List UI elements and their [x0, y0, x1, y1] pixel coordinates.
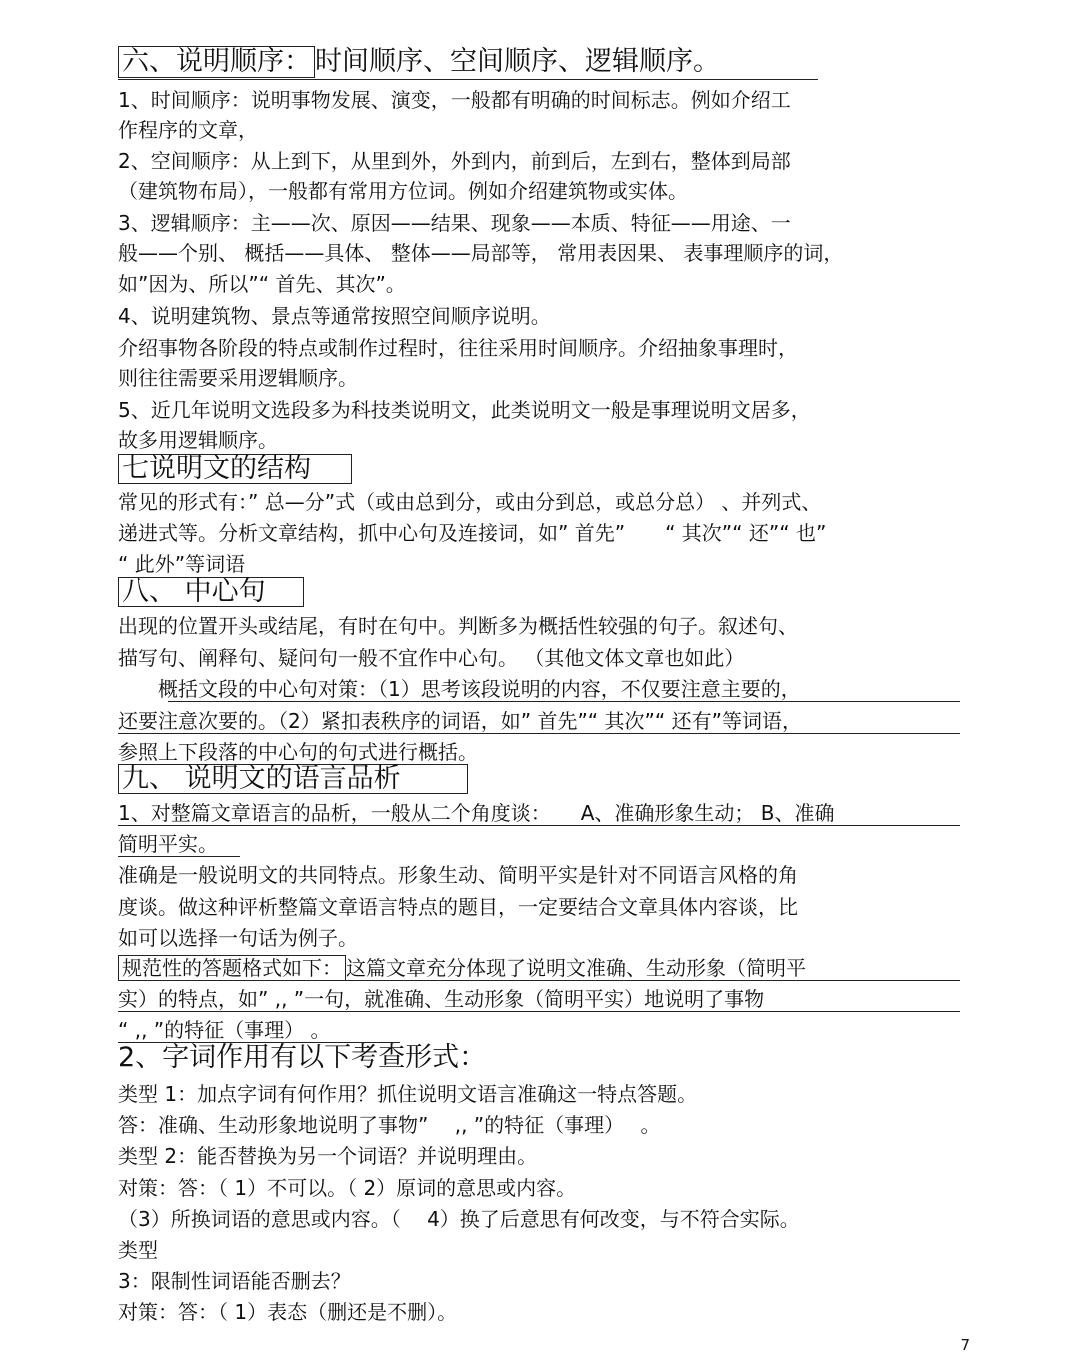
paragraph-line: 实）的特点，如” ,, ”一句，就准确、生动形象（简明平实）地说明了事物 [118, 987, 765, 1011]
paragraph-line: 度谈。做这种评析整篇文章语言特点的题目，一定要结合文章具体内容谈，比 [118, 895, 798, 919]
underline [118, 980, 960, 981]
paragraph-line: （3）所换词语的意思或内容。（ 4）换了后意思有何改变，与不符合实际。 [118, 1207, 800, 1231]
paragraph-line: 则往往需要采用逻辑顺序。 [118, 366, 358, 390]
paragraph-line: 对策：答：（ 1）表态（删还是不删）。 [118, 1300, 458, 1324]
paragraph-line: 参照上下段落的中心句的句式进行概括。 [118, 740, 478, 764]
paragraph-line: “ ,, ”的特征（事理） 。 [118, 1018, 331, 1042]
section-6-boxed-label: 六、说明顺序： [118, 46, 315, 78]
paragraph-line: 介绍事物各阶段的特点或制作过程时，往往采用时间顺序。介绍抽象事理时， [118, 336, 798, 360]
section-6-heading-rest: 时间顺序、空间顺序、逻辑顺序。 [315, 46, 720, 77]
paragraph-line: 简明平实。 [118, 832, 218, 856]
paragraph-line: 对策：答：（ 1）不可以。（ 2）原词的意思或内容。 [118, 1176, 577, 1200]
section-8-title: 八、 中心句 [118, 577, 304, 607]
paragraph-line: 般——个别、 概括——具体、 整体——局部等， 常用表因果、 表事理顺序的词， [118, 241, 844, 265]
section-7-heading [118, 453, 352, 485]
paragraph-line: 准确是一般说明文的共同特点。形象生动、简明平实是针对不同语言风格的角 [118, 863, 798, 887]
answer-format-text: 这篇文章充分体现了说明文准确、生动形象（简明平 [346, 956, 806, 980]
paragraph-line: 出现的位置开头或结尾，有时在句中。判断多为概括性较强的句子。叙述句、 [118, 614, 798, 638]
section-9-heading [118, 763, 468, 795]
paragraph-line: 如可以选择一句话为例子。 [118, 926, 358, 950]
paragraph-line: 常见的形式有：” 总—分”式（或由总到分，或由分到总，或总分总） 、并列式、 [118, 490, 822, 514]
paragraph-line: 3：限制性词语能否删去？ [118, 1269, 351, 1293]
paragraph-line: 作程序的文章， [118, 118, 258, 142]
paragraph-line: 递进式等。分析文章结构，抓中心句及连接词，如” 首先” “ 其次”“ 还”“ 也” [118, 521, 827, 545]
paragraph-line: 故多用逻辑顺序。 [118, 428, 278, 452]
section-8-heading [118, 576, 304, 608]
paragraph-line: 描写句、阐释句、疑问句一般不宜作中心句。 （其他文体文章也如此） [118, 646, 745, 670]
paragraph-line: “ 此外”等词语 [118, 552, 246, 576]
underline [118, 856, 240, 857]
section-9-title: 九、 说明文的语言品析 [118, 764, 468, 794]
page-number: 7 [960, 1336, 970, 1354]
paragraph-line: 3、逻辑顺序：主——次、原因——结果、现象——本质、特征——用途、一 [118, 211, 791, 235]
paragraph-line: 1、时间顺序：说明事物发展、演变，一般都有明确的时间标志。例如介绍工 [118, 88, 791, 112]
paragraph-line: 概括文段的中心句对策：（1）思考该段说明的内容，不仅要注意主要的， [118, 677, 801, 701]
section-6-heading [118, 46, 720, 78]
paragraph-line: 4、说明建筑物、景点等通常按照空间顺序说明。 [118, 304, 551, 328]
paragraph-line: 如”因为、所以”“ 首先、其次”。 [118, 272, 406, 296]
paragraph-line: 5、近几年说明文选段多为科技类说明文，此类说明文一般是事理说明文居多， [118, 398, 811, 422]
section-7-title: 七说明文的结构 [118, 454, 352, 484]
answer-format-line [118, 955, 806, 981]
paragraph-line: 1、对整篇文章语言的品析，一般从二个角度谈： A、准确形象生动； B、准确 [118, 801, 835, 825]
underline [168, 701, 960, 702]
paragraph-line: 答：准确、生动形象地说明了事物” ,, ”的特征（事理） 。 [118, 1113, 661, 1137]
paragraph-line: 2、空间顺序：从上到下，从里到外，外到内，前到后，左到右，整体到局部 [118, 149, 791, 173]
paragraph-line: 类型 [118, 1238, 158, 1262]
section-10-heading: 2、字词作用有以下考查形式： [118, 1042, 487, 1073]
paragraph-line: 类型 1：加点字词有何作用？抓住说明文语言准确这一特点答题。 [118, 1082, 698, 1106]
underline [118, 1011, 960, 1012]
section-6-underline [118, 79, 818, 80]
paragraph-line: 类型 2：能否替换为另一个词语？并说明理由。 [118, 1144, 538, 1168]
paragraph-line: （建筑物布局），一般都有常用方位词。例如介绍建筑物或实体。 [118, 179, 688, 203]
underline [118, 825, 960, 826]
answer-format-label: 规范性的答题格式如下： [118, 955, 346, 981]
paragraph-line: 还要注意次要的。（2）紧扣表秩序的词语，如” 首先”“ 其次”“ 还有”等词语， [118, 709, 802, 733]
underline [118, 733, 960, 734]
